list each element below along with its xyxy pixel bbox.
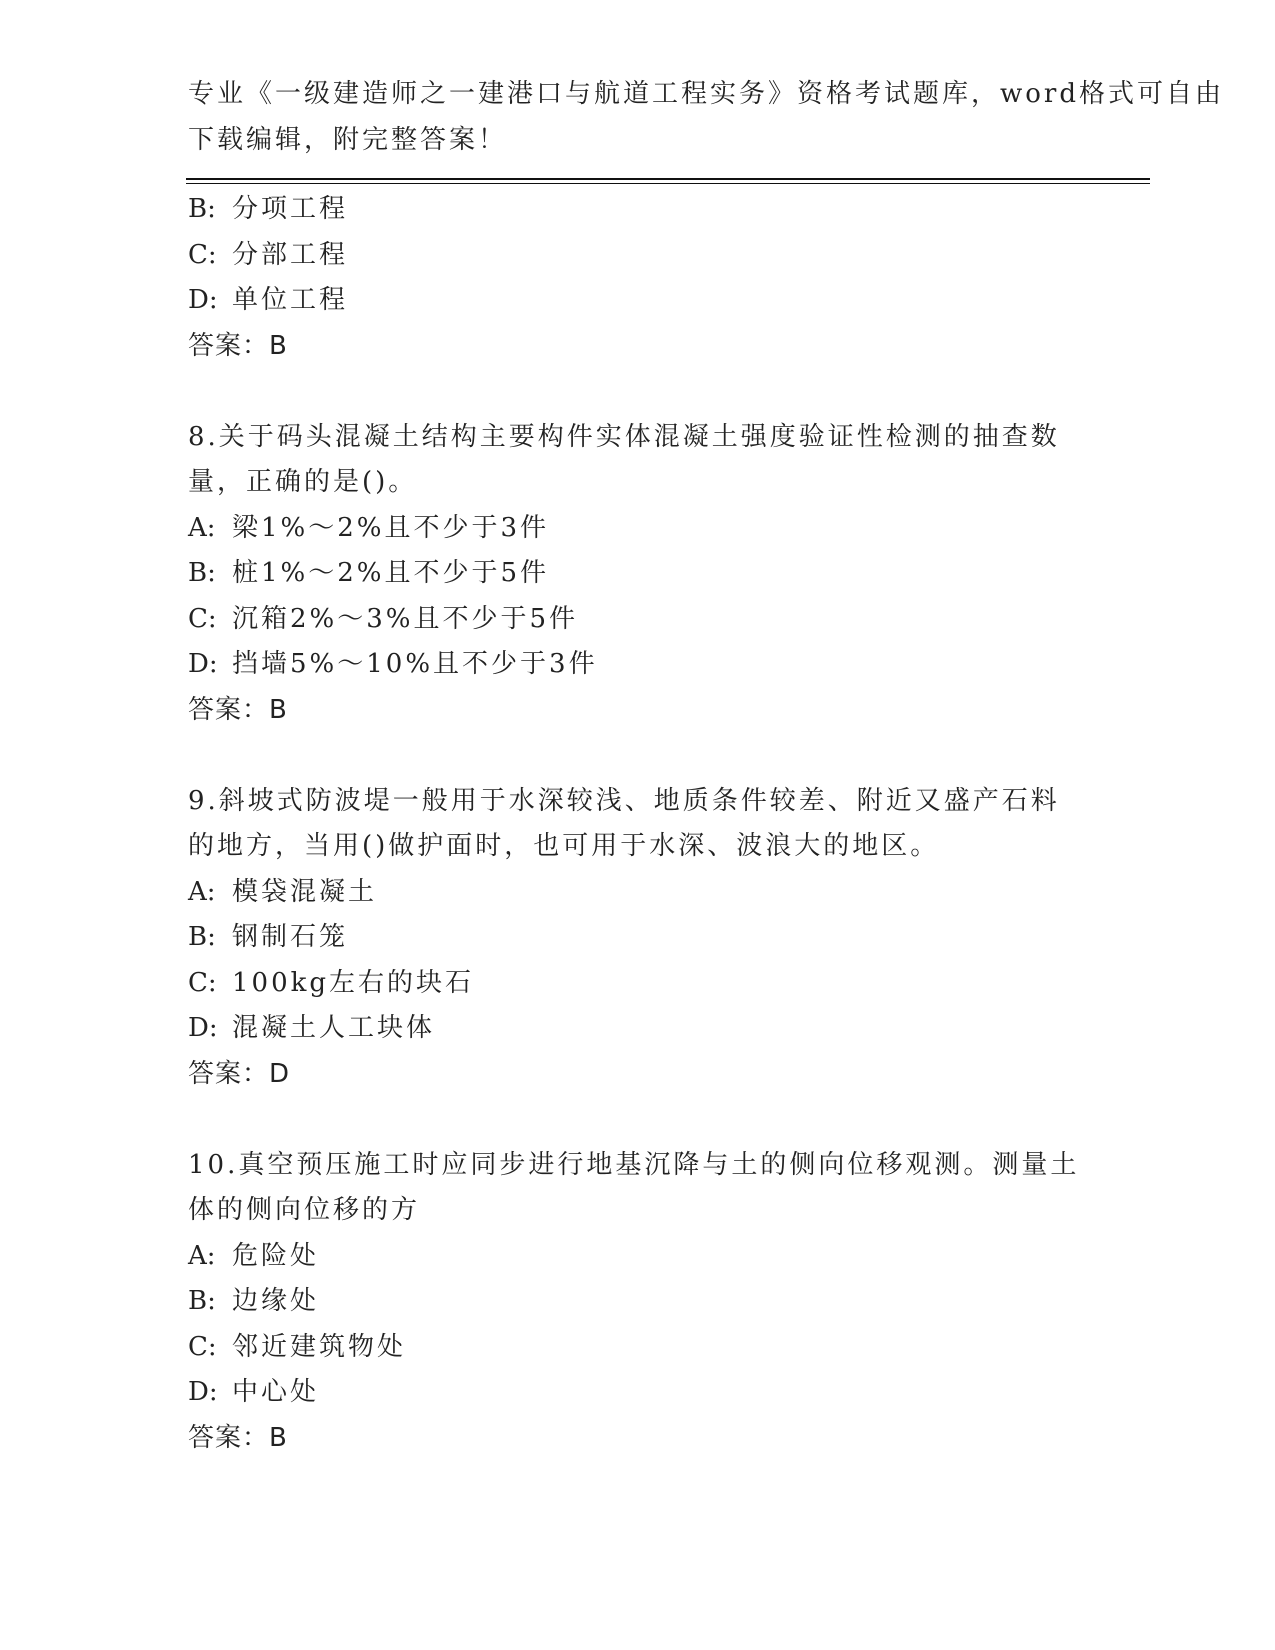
- option-letter: A:: [188, 876, 216, 907]
- option-text: 模袋混凝土: [232, 876, 378, 907]
- option-letter: C:: [188, 239, 217, 270]
- question-block-7: [188, 187, 1088, 369]
- header-divider: [186, 178, 1150, 180]
- question-stem: 量，正确的是()。: [188, 467, 418, 497]
- option-letter: B:: [188, 922, 216, 952]
- option-letter: C:: [188, 1331, 217, 1362]
- option-letter: B:: [188, 194, 216, 224]
- header-line-2: 下载编辑，附完整答案！: [188, 124, 508, 155]
- option-b: [188, 915, 1088, 961]
- question-block-8: [188, 415, 1088, 734]
- option-letter: D:: [188, 1013, 218, 1043]
- option-d: [188, 278, 1088, 324]
- option-c: [188, 597, 1088, 643]
- spacer: [188, 733, 1088, 779]
- option-c: [188, 961, 1088, 1007]
- answer-line: 答案：D: [188, 1058, 291, 1089]
- option-a: [188, 1234, 1088, 1280]
- document-header: [188, 72, 1224, 163]
- option-letter: B:: [188, 558, 216, 588]
- question-block-9: [188, 779, 1088, 1098]
- spacer: [188, 369, 1088, 415]
- option-letter: D:: [188, 649, 218, 679]
- option-text: 邻近建筑物处: [232, 1331, 407, 1362]
- answer-line: 答案：B: [188, 330, 288, 361]
- option-a: [188, 506, 1088, 552]
- question-stem: 9.斜坡式防波堤一般用于水深较浅、地质条件较差、附近又盛产石料: [188, 785, 1060, 816]
- option-b: [188, 187, 1088, 233]
- option-letter: D:: [188, 285, 218, 315]
- option-text: 梁1%～2%且不少于3件: [232, 512, 550, 543]
- option-text: 挡墙5%～10%且不少于3件: [232, 649, 598, 679]
- question-list: [188, 187, 1088, 1461]
- option-letter: C:: [188, 603, 217, 634]
- question-stem: 体的侧向位移的方: [188, 1195, 421, 1225]
- option-text: 沉箱2%～3%且不少于5件: [232, 603, 579, 634]
- question-stem: 10.真空预压施工时应同步进行地基沉降与土的侧向位移观测。测量土: [188, 1149, 1080, 1180]
- option-letter: A:: [188, 512, 216, 543]
- option-text: 分项工程: [232, 194, 349, 224]
- option-letter: B:: [188, 1286, 216, 1316]
- option-a: [188, 870, 1088, 916]
- question-stem: 8.关于码头混凝土结构主要构件实体混凝土强度验证性检测的抽查数: [188, 421, 1060, 452]
- option-text: 100kg左右的块石: [232, 967, 475, 998]
- option-text: 桩1%～2%且不少于5件: [232, 558, 550, 588]
- answer-line: 答案：B: [188, 1422, 288, 1453]
- option-b: [188, 1279, 1088, 1325]
- option-text: 危险处: [232, 1240, 320, 1271]
- question-block-10: [188, 1143, 1088, 1462]
- header-line-1: 专业《一级建造师之一建港口与航道工程实务》资格考试题库，word格式可自由: [188, 79, 1224, 109]
- option-c: [188, 1325, 1088, 1371]
- option-text: 中心处: [232, 1377, 320, 1407]
- option-letter: D:: [188, 1377, 218, 1407]
- option-b: [188, 551, 1088, 597]
- option-text: 混凝土人工块体: [232, 1013, 436, 1043]
- option-d: [188, 1006, 1088, 1052]
- option-d: [188, 642, 1088, 688]
- question-stem: 的地方，当用()做护面时，也可用于水深、波浪大的地区。: [188, 831, 940, 861]
- option-text: 边缘处: [232, 1286, 320, 1316]
- header-divider-thin: [186, 183, 1150, 184]
- option-text: 钢制石笼: [232, 922, 349, 952]
- spacer: [188, 1097, 1088, 1143]
- option-d: [188, 1370, 1088, 1416]
- answer-line: 答案：B: [188, 694, 288, 725]
- option-text: 单位工程: [232, 285, 349, 315]
- option-text: 分部工程: [232, 239, 349, 270]
- option-letter: A:: [188, 1240, 216, 1271]
- option-letter: C:: [188, 967, 217, 998]
- option-c: [188, 233, 1088, 279]
